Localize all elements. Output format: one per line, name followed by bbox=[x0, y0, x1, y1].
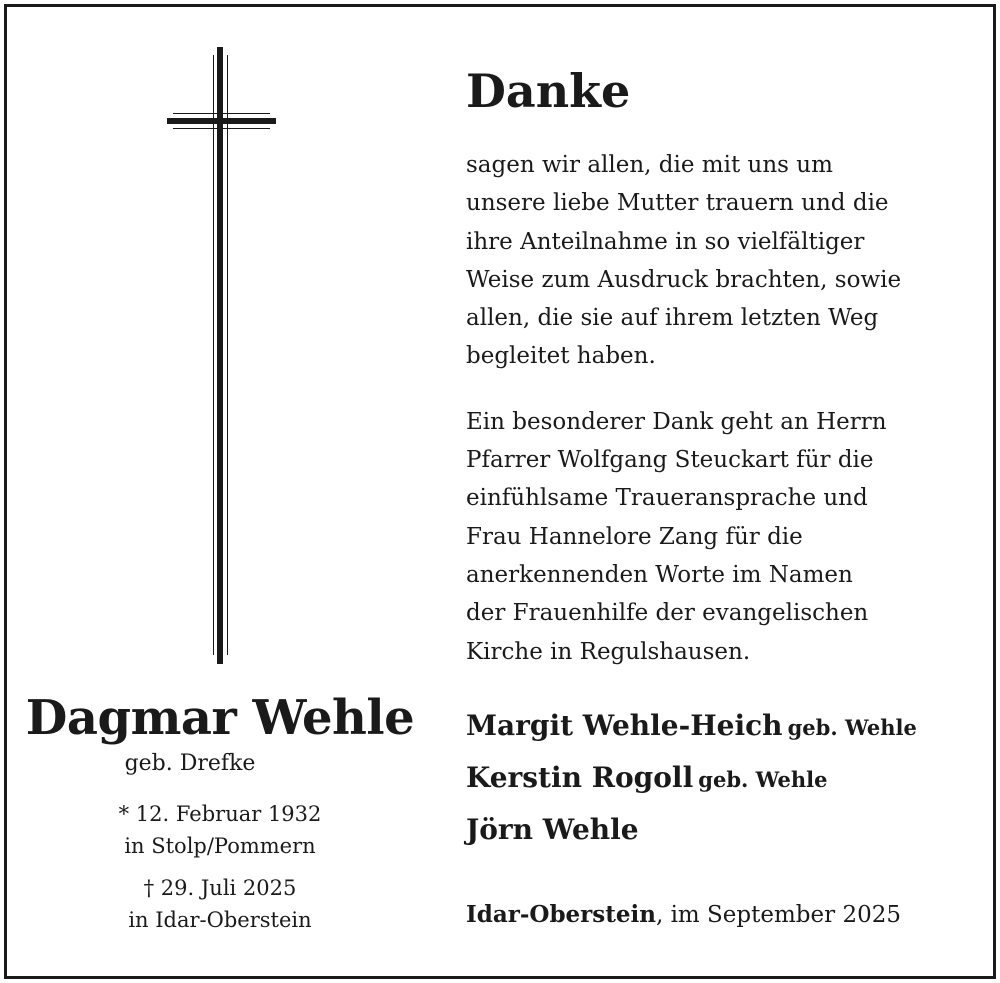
deceased-block bbox=[20, 688, 420, 936]
signer-note: geb. Wehle bbox=[698, 767, 828, 792]
death-place: in Idar-Oberstein bbox=[128, 908, 312, 932]
text-line: Kirche in Regulshausen. bbox=[466, 638, 751, 665]
birth-place: in Stolp/Pommern bbox=[124, 834, 316, 858]
cross-vertical-beam bbox=[217, 47, 223, 664]
text-line: Pfarrer Wolfgang Steuckart für die bbox=[466, 447, 874, 474]
thanks-paragraph-1 bbox=[466, 146, 966, 376]
signers-list bbox=[466, 700, 986, 856]
text-line: Frau Hannelore Zang für die bbox=[466, 523, 803, 550]
text-line: sagen wir allen, die mit uns um bbox=[466, 152, 833, 178]
maiden-name: geb. Drefke bbox=[124, 751, 256, 776]
thanks-paragraph-2 bbox=[466, 403, 966, 671]
signer-note: geb. Wehle bbox=[787, 715, 917, 740]
birth-date: * 12. Februar 1932 bbox=[118, 802, 322, 826]
cross-icon bbox=[0, 0, 300, 680]
text-line: der Frauenhilfe der evangelischen bbox=[466, 600, 869, 627]
text-line: Weise zum Ausdruck brachten, sowie bbox=[466, 266, 902, 293]
text-line: ihre Anteilnahme in so vielfältiger bbox=[466, 228, 865, 255]
signer-name: Jörn Wehle bbox=[466, 813, 639, 846]
death-date: † 29. Juli 2025 bbox=[143, 876, 297, 900]
text-line: Ein besonderer Dank geht an Herrn bbox=[466, 408, 887, 435]
date-text: , im September 2025 bbox=[655, 902, 901, 928]
text-line: begleitet haben. bbox=[466, 343, 656, 370]
text-line: allen, die sie auf ihrem letzten Weg bbox=[466, 305, 879, 332]
deceased-name: Dagmar Wehle bbox=[25, 690, 415, 746]
signer-item bbox=[466, 700, 986, 752]
text-line: anerkennenden Worte im Namen bbox=[466, 561, 853, 588]
cross-horizontal-beam bbox=[167, 118, 276, 124]
thanks-block bbox=[466, 62, 966, 671]
signer-name: Kerstin Rogoll bbox=[466, 761, 694, 794]
text-line: einfühlsame Traueransprache und bbox=[466, 485, 868, 512]
place-name: Idar-Oberstein bbox=[466, 901, 656, 928]
place-date-line bbox=[466, 895, 901, 935]
life-dates bbox=[20, 798, 420, 936]
notice-title: Danke bbox=[466, 64, 631, 118]
signer-item bbox=[466, 804, 986, 856]
signer-name: Margit Wehle-Heich bbox=[466, 709, 783, 742]
text-line: unsere liebe Mutter trauern und die bbox=[466, 190, 889, 217]
signer-item bbox=[466, 752, 986, 804]
